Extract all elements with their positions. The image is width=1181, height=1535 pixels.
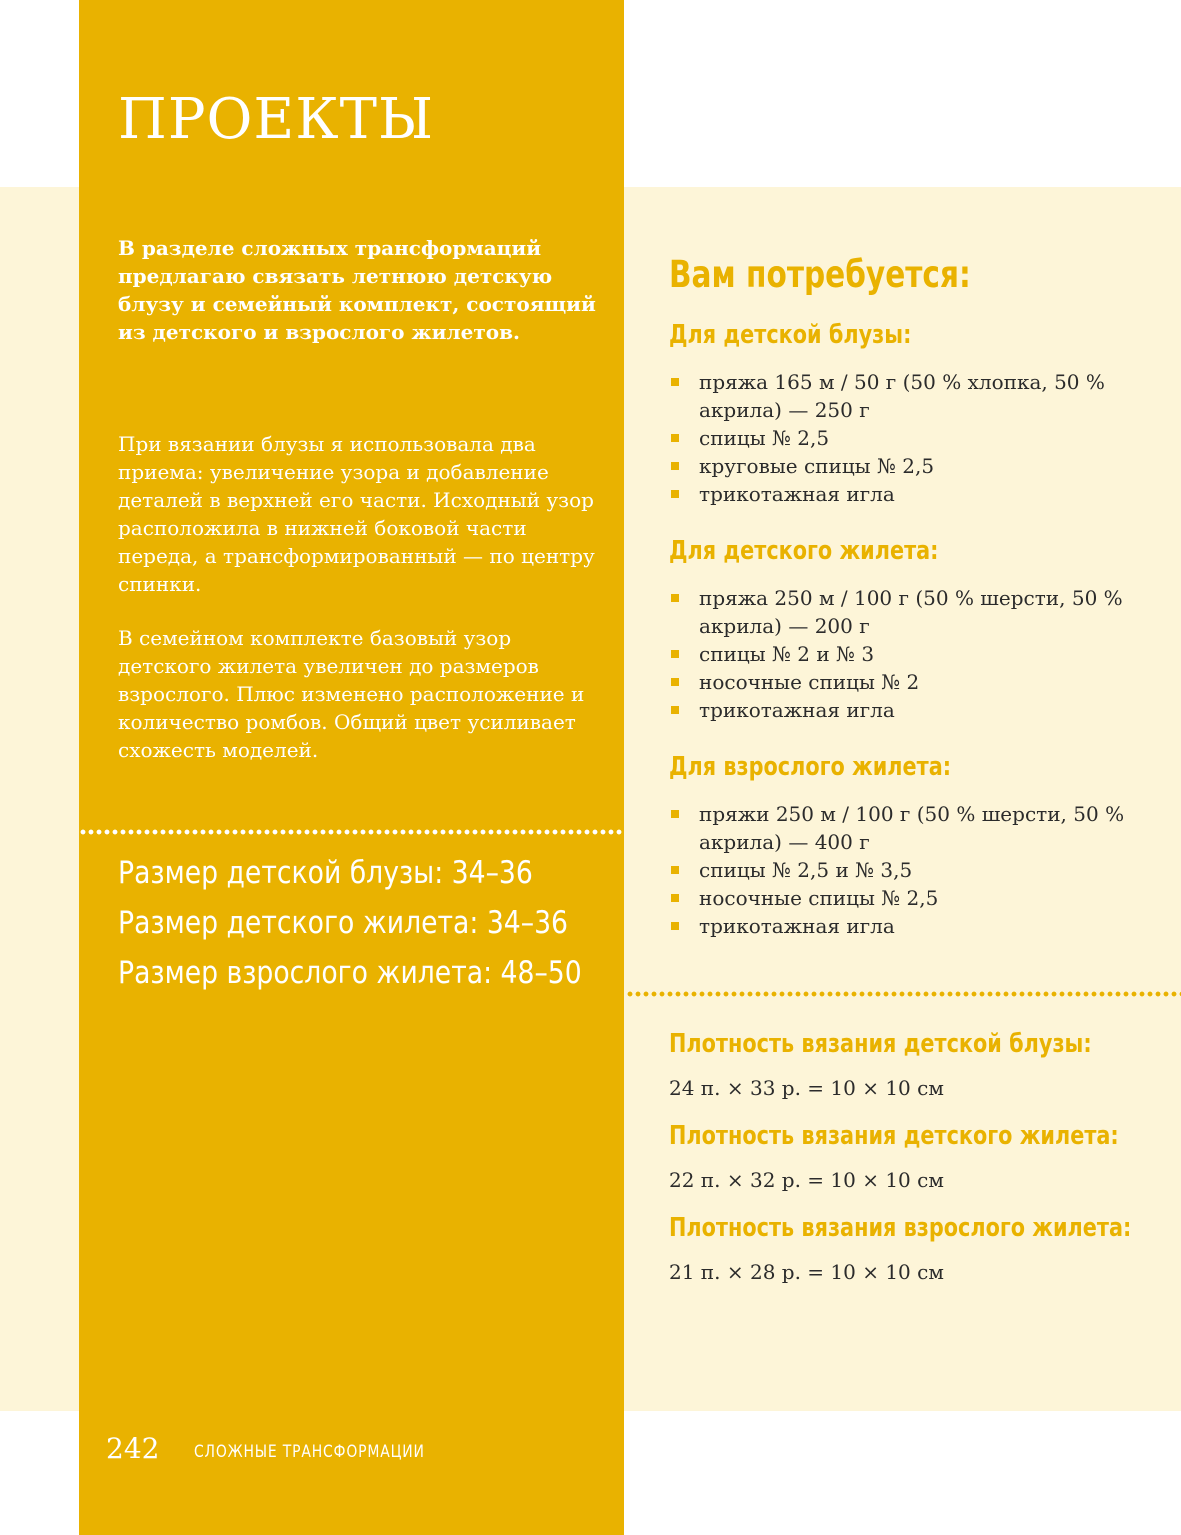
body-paragraph-family-set: В семейном комплекте базовый узор детского жилета увеличен до размеров взрослого. Плюс изменено расположение и количество ромбов. Общий цвет усиливает схожесть моделей. [118,626,585,762]
square-bullet-icon [671,650,679,658]
list-item: пряжа 250 м / 100 г (50 % шерсти, 50 % акрила) — 200 г [669,584,1139,640]
gauge-section [669,1026,1159,1302]
square-bullet-icon [671,594,679,602]
list-item: носочные спицы № 2,5 [669,884,1139,912]
size-adult-vest: Размер взрослого жилета: 48–50 [118,955,582,991]
square-bullet-icon [671,462,679,470]
materials-list-adult-vest [669,800,1139,940]
materials-title: Вам потребуется: [669,253,971,296]
list-item: пряжа 165 м / 50 г (50 % хлопка, 50 % акрила) — 250 г [669,368,1139,424]
gauge-value-adult-vest: 21 п. × 28 р. = 10 × 10 см [669,1260,944,1284]
materials-list-child-blouse [669,368,1139,508]
list-item: спицы № 2 и № 3 [669,640,1139,668]
list-item: трикотажная игла [669,912,1139,940]
list-item: спицы № 2,5 и № 3,5 [669,856,1139,884]
square-bullet-icon [671,706,679,714]
gold-sidebar-column [79,0,624,1535]
dotted-divider-left [79,829,624,835]
running-head: СЛОЖНЫЕ ТРАНСФОРМАЦИИ [194,1442,425,1462]
list-item: носочные спицы № 2 [669,668,1139,696]
intro-paragraph: В разделе сложных трансформаций предлагаю связать летнюю детскую блузу и семейный комплект, состоящий из детского и взрослого жилетов. [118,236,596,344]
body-paragraph-blouse: При вязании блузы я использовала два приема: увеличение узора и добавление деталей в верхней его части. Исходный узор расположила в нижней боковой части переда, а трансформированный — по центру спинки. [118,432,595,596]
list-item: круговые спицы № 2,5 [669,452,1139,480]
square-bullet-icon [671,490,679,498]
square-bullet-icon [671,434,679,442]
size-child-blouse: Размер детской блузы: 34–36 [118,855,533,891]
square-bullet-icon [671,922,679,930]
list-item: трикотажная игла [669,696,1139,724]
gauge-heading-child-blouse: Плотность вязания детской блузы: [669,1029,1092,1059]
gauge-value-child-blouse: 24 п. × 33 р. = 10 × 10 см [669,1076,944,1100]
list-item: трикотажная игла [669,480,1139,508]
materials-heading-adult-vest: Для взрослого жилета: [669,752,952,782]
dotted-divider-right [626,991,1181,997]
square-bullet-icon [671,894,679,902]
square-bullet-icon [671,678,679,686]
sizes-list [118,848,657,998]
list-item: пряжи 250 м / 100 г (50 % шерсти, 50 % акрила) — 400 г [669,800,1139,856]
materials-section [669,252,1139,940]
page-title: ПРОЕКТЫ [118,87,435,152]
page-number: 242 [106,1432,160,1465]
materials-heading-child-vest: Для детского жилета: [669,536,939,566]
size-child-vest: Размер детского жилета: 34–36 [118,905,569,941]
square-bullet-icon [671,378,679,386]
list-item: спицы № 2,5 [669,424,1139,452]
square-bullet-icon [671,866,679,874]
gauge-value-child-vest: 22 п. × 32 р. = 10 × 10 см [669,1168,944,1192]
gauge-heading-adult-vest: Плотность вязания взрослого жилета: [669,1213,1132,1243]
square-bullet-icon [671,810,679,818]
gauge-heading-child-vest: Плотность вязания детского жилета: [669,1121,1119,1151]
materials-list-child-vest [669,584,1139,724]
materials-heading-child-blouse: Для детской блузы: [669,320,912,350]
